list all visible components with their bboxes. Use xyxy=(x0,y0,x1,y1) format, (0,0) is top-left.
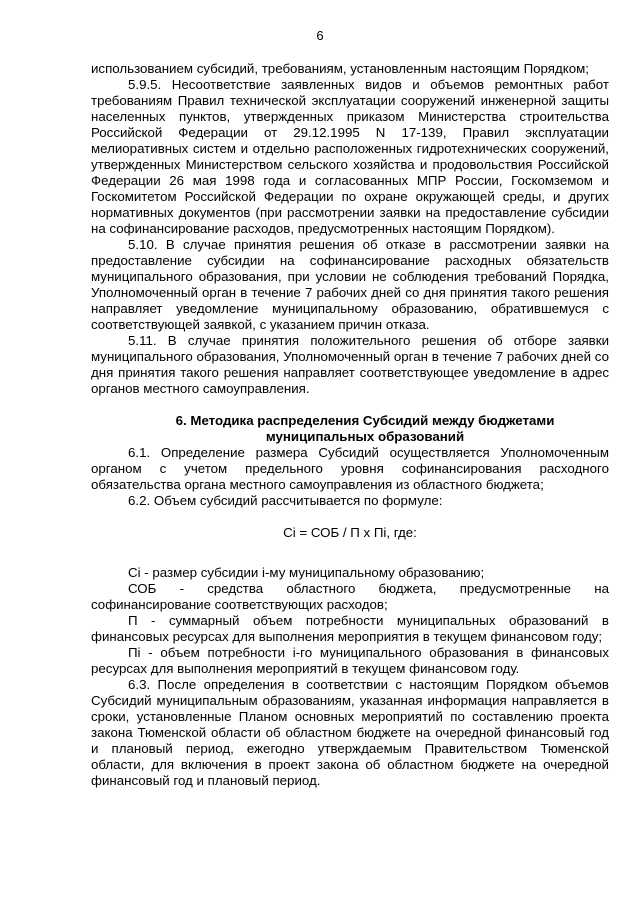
definition-ci: Сi - размер субсидии i-му муниципальному образованию; xyxy=(128,565,485,580)
paragraph-5-10: 5.10. В случае принятия решения об отказе в рассмотрении заявки на предоставление субсидии на софинансирование расходных обязательств муниципального образования, при условии не соблюдения требований Порядка, Уполномоченный орган в течение 7 рабочих дней со дня принятия такого решения направляет уведомление муниципальному образованию, обратившемуся с соответствующей заявкой, с указанием причин отказа. xyxy=(91,237,609,332)
definition-sob: СОБ - средства областного бюджета, предусмотренные на софинансирование соответствующих расходов; xyxy=(91,581,609,612)
definition-p: П - суммарный объем потребности муниципальных образований в финансовых ресурсах для выполнения мероприятия в текущем финансовом году; xyxy=(91,613,609,644)
page-number: 6 xyxy=(316,28,324,43)
paragraph-6-3: 6.3. После определения в соответствии с настоящим Порядком объемов Субсидий муниципальным образованиям, указанная информация направляется в сроки, установленные Планом основных мероприятий по составлению проекта закона Тюменской области об областном бюджете на очередной финансовый год и плановый период, ежегодно утверждаемым Правительством Тюменской области, для включения в проект закона об областном бюджете на очередной финансовый год и плановый период. xyxy=(91,677,609,788)
definition-pi: Пi - объем потребности i-го муниципального образования в финансовых ресурсах для выполнения мероприятий в текущем финансовом году. xyxy=(91,645,609,676)
paragraph-5-9-5: 5.9.5. Несоответствие заявленных видов и объемов ремонтных работ требованиям Правил технической эксплуатации сооружений инженерной защиты населенных пунктов, утвержденных приказом Министерства строительства Российской Федерации от 29.12.1995 N 17-139, Правил эксплуатации мелиоративных систем и отдельно расположенных гидротехнических сооружений, утвержденных Министерством сельского хозяйства и продовольствия Российской Федерации 26 мая 1998 года и согласованных МПР России, Госкомземом и Госкомитетом Российской Федерации по охране окружающей среды, и других нормативных документов (при рассмотрении заявки на предоставление субсидии на софинансирование расходов, предусмотренных настоящим Порядком). xyxy=(91,77,609,236)
paragraph-6-1: 6.1. Определение размера Субсидий осуществляется Уполномоченным органом с учетом предельного уровня софинансирования расходного обязательства органа местного самоуправления из областного бюджета; xyxy=(91,445,609,492)
paragraph-6-2: 6.2. Объем субсидий рассчитывается по формуле: xyxy=(128,493,443,508)
paragraph-5-11: 5.11. В случае принятия положительного решения об отборе заявки муниципального образования, Уполномоченный орган в течение 7 рабочих дней со дня принятия такого решения направляет соответствующее уведомление в адрес органов местного самоуправления. xyxy=(91,333,609,396)
section-6-heading: 6. Методика распределения Субсидий между бюджетами муниципальных образований xyxy=(175,413,555,444)
document-body xyxy=(91,61,609,789)
formula: Сi = СОБ / П х Пi, где: xyxy=(283,525,417,540)
paragraph-continuation: использованием субсидий, требованиям, установленным настоящим Порядком; xyxy=(91,61,589,76)
